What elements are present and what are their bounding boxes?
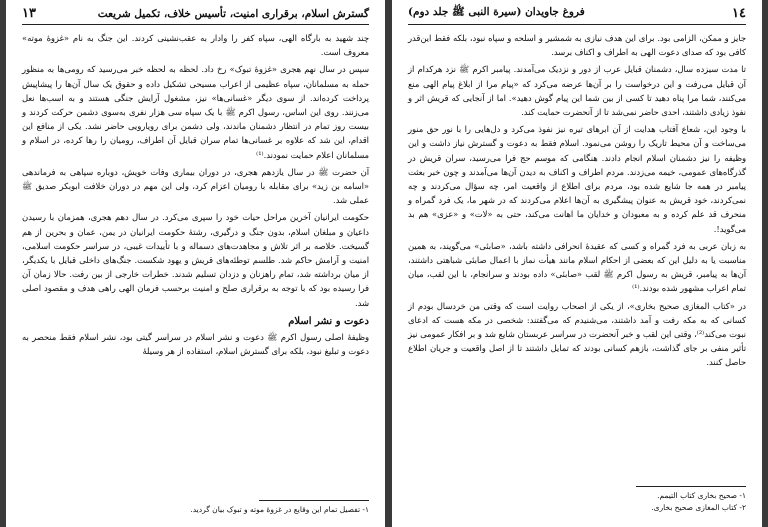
header-title: فروغ جاویدان (سیرة النبی ﷺ جلد دوم) [408,6,585,18]
header-title: گسترش اسلام، برقراری امنیت، تأسیس خلاف، تکمیل شریعت [97,7,369,20]
paragraph: حکومت ایرانیان آخرین مراحل حیات خود را سپری می‌کرد. در سال دهم هجری، همزمان با رسیدن داعیان و مبلغان اسلام، بدون جنگ و درگیری، رشتهٔ حکومت ایرانیان در یمن، عمان و بحرین از هم گسیخت. خلاصه بر اثر تلاش و مجاهدت‌های دسماله و با تأییدات غیبی، در سراسر حکومت اسلامی، امنیت و آرامش حاکم شد. طلسم توطئه‌های قریش و یهود شکست. جنگ‌های داخلی قبایل با یکدیگر، از میان برداشته شد، تمام راهزنان و دزدان تسلیم شدند. خطرات خارجی از بین رفت. حالا زمان آن فرا رسیده بود که با توجه به برقراری صلح و امنیت برحسب فرمان الهی راهی هدف و مقصود اصلی شد. [22,212,369,308]
footnotes [408,486,746,514]
footnote: ۱- تفصیل تمام این وقایع در غزوهٔ موته و تبوک بیان گردید. [190,505,369,514]
footnote-divider [636,486,746,487]
paragraph: در «کتاب المغازی صحیح بخاری»، از یکی از اصحاب روایت است که وقتی من خردسال بودم از کسانی که به مکه رفت و آمد داشتند، می‌شنیدم که می‌گفتند: شخصی در مکه هست که ادعای نبوت می‌کند⁽²⁾، وقتی این لقب و خبر آنحضرت در سراسر عربستان شایع شد و بر افکار عمومی نیز تأثیر منفی بر جای گذاشت، بازهم کسانی بودند که تمایل داشتند تا از اصل واقعیت و جریان اطلاع حاصل کنند. [408,300,746,368]
running-header [22,6,369,25]
footnote: ۱- صحیح بخاری کتاب التیمم. [657,491,746,500]
paragraph: جایز و ممکن، الزامی بود. برای این هدف نیازی به شمشیر و اسلحه و سپاه نبود، بلکه فقط این‌قدر کافی بود که صدای دعوت الهی به اطراف و اکناف برسد. [408,33,746,58]
page-number: ١٣ [22,6,36,21]
left-page [6,0,385,527]
right-page [392,0,762,527]
paragraph: با وجود این، شعاع آفتاب هدایت از آن ابرهای تیره نیز نفوذ می‌کرد و دل‌هایی را با نور حق منور می‌ساخت و آن محیط تاریک را روشن می‌نمود. اسلام فقط به دعوت و گسترش نیاز داشت و این وظیفه را نیز دشمنان اسلام انجام دادند. هنگامی که موسم حج فرا می‌رسید، سران قریش در گذرگاه‌های عمومی، خیمه می‌زدند. مردم اطراف و اکناف به دیدن آن‌ها می‌آمدند و چون خبر بعثت پیامبر در همه جا شایع شده بود، مردم برای اطلاع از واقعیت امر، چه سؤال می‌کردند و چه نمی‌کردند، خود قریش به عنوان پیشگیری به آن‌ها اعلام می‌کردند که در شهر ما، یک فرد گمراه و منحرف قد علم کرده و به معبودان و خدایان ما اهانت می‌کند، حتی به «لات» و «عزی» هم بد می‌گوید!. [408,124,746,234]
paragraph: سپس در سال نهم هجری «غزوهٔ تبوک» رخ داد. لحظه به لحظه خبر می‌رسید که رومی‌ها به منظور حمله به مسلمانان، سپاه عظیمی از اعراب مسیحی تشکیل داده و حقوق یک سال آن‌ها را پیشاپیش پرداخت کرده‌اند. از سوی دیگر «غسانی‌ها» نیز، مشغول آرایش جنگی هستند و به اسب‌ها نعل می‌زنند. روی این اساس، رسول اکرم ﷺ با یک سپاه سی هزار نفری به‌سوی دشمن حرکت کردند و بیست روز تمام در انتظار دشمنان ماندند، ولی دشمن برای رویارویی حاضر نشد. یکی از منافع این اقدام، این شد که علاوه بر غسانی‌ها تمام سران قبایل آن اطراف، رومیان را رها کرده، در اسلام و مسلمانان اعلام حمایت نمودند.⁽¹⁾ [22,64,369,160]
paragraph: وظیفهٔ اصلی رسول اکرم ﷺ دعوت و نشر اسلام در سراسر گیتی بود، نشر اسلام فقط منحصر به دعوت و تبلیغ نبود، بلکه برای گسترش اسلام، استفاده از هر وسیلهٔ [22,331,369,357]
running-header [408,6,746,25]
section-heading: دعوت و نشر اسلام [288,315,369,327]
paragraph: تا مدت سیزده سال، دشمنان قبایل عرب از دور و نزدیک می‌آمدند. پیامبر اکرم ﷺ نزد هرکدام از آن قبایل می‌رفت و این درخواست را بر آن‌ها عرضه می‌کرد که «پیام مرا از ابلاغ پیام الهی منع می‌کنند، شما مرا پناه دهید تا کسی از بین شما این پیام گوش دهید». اما از آنجایی که قریش اثر و نفوذ زیادی داشتند، احدی حاضر نمی‌شد تا از آنحضرت حمایت کند. [408,64,746,118]
footnotes [22,500,369,516]
paragraph: آن حضرت ﷺ در سال یازدهم هجری، در دوران بیماری وفات خویش، دوباره سپاهی به فرماندهی «اسامه بن زید» برای مقابله با رومیان اعزام کرد، ولی این مهم در دوران خلافت ابوبکر صدیق ﷺ عملی شد. [22,166,369,206]
footnote: ۲- کتاب المغازی صحیح بخاری. [651,503,746,512]
paragraph: به زبان عربی به فرد گمراه و کسی که عقیدهٔ انحرافی داشته باشد، «صابئی» می‌گویند، به همین مناسبت یا به دلیل این که بعضی از احکام اسلام مانند هیأت نماز با اعمال صابئی شباهتی داشتند، آن‌ها به پیامبر، قریش به رسول اکرم ﷺ لقب «صابئی» داده بودند و سرانجام، با این لقب، میان تمام اعراب مشهور شده بودند.⁽¹⁾ [408,240,746,294]
footnote-divider [259,500,369,501]
paragraph: چند شهید به بارگاه الهی، سپاه کفر را وادار به عقب‌نشینی کردند. این جنگ به نام «غزوهٔ موته» معروف است. [22,33,369,58]
page-number: ١٤ [732,6,746,21]
